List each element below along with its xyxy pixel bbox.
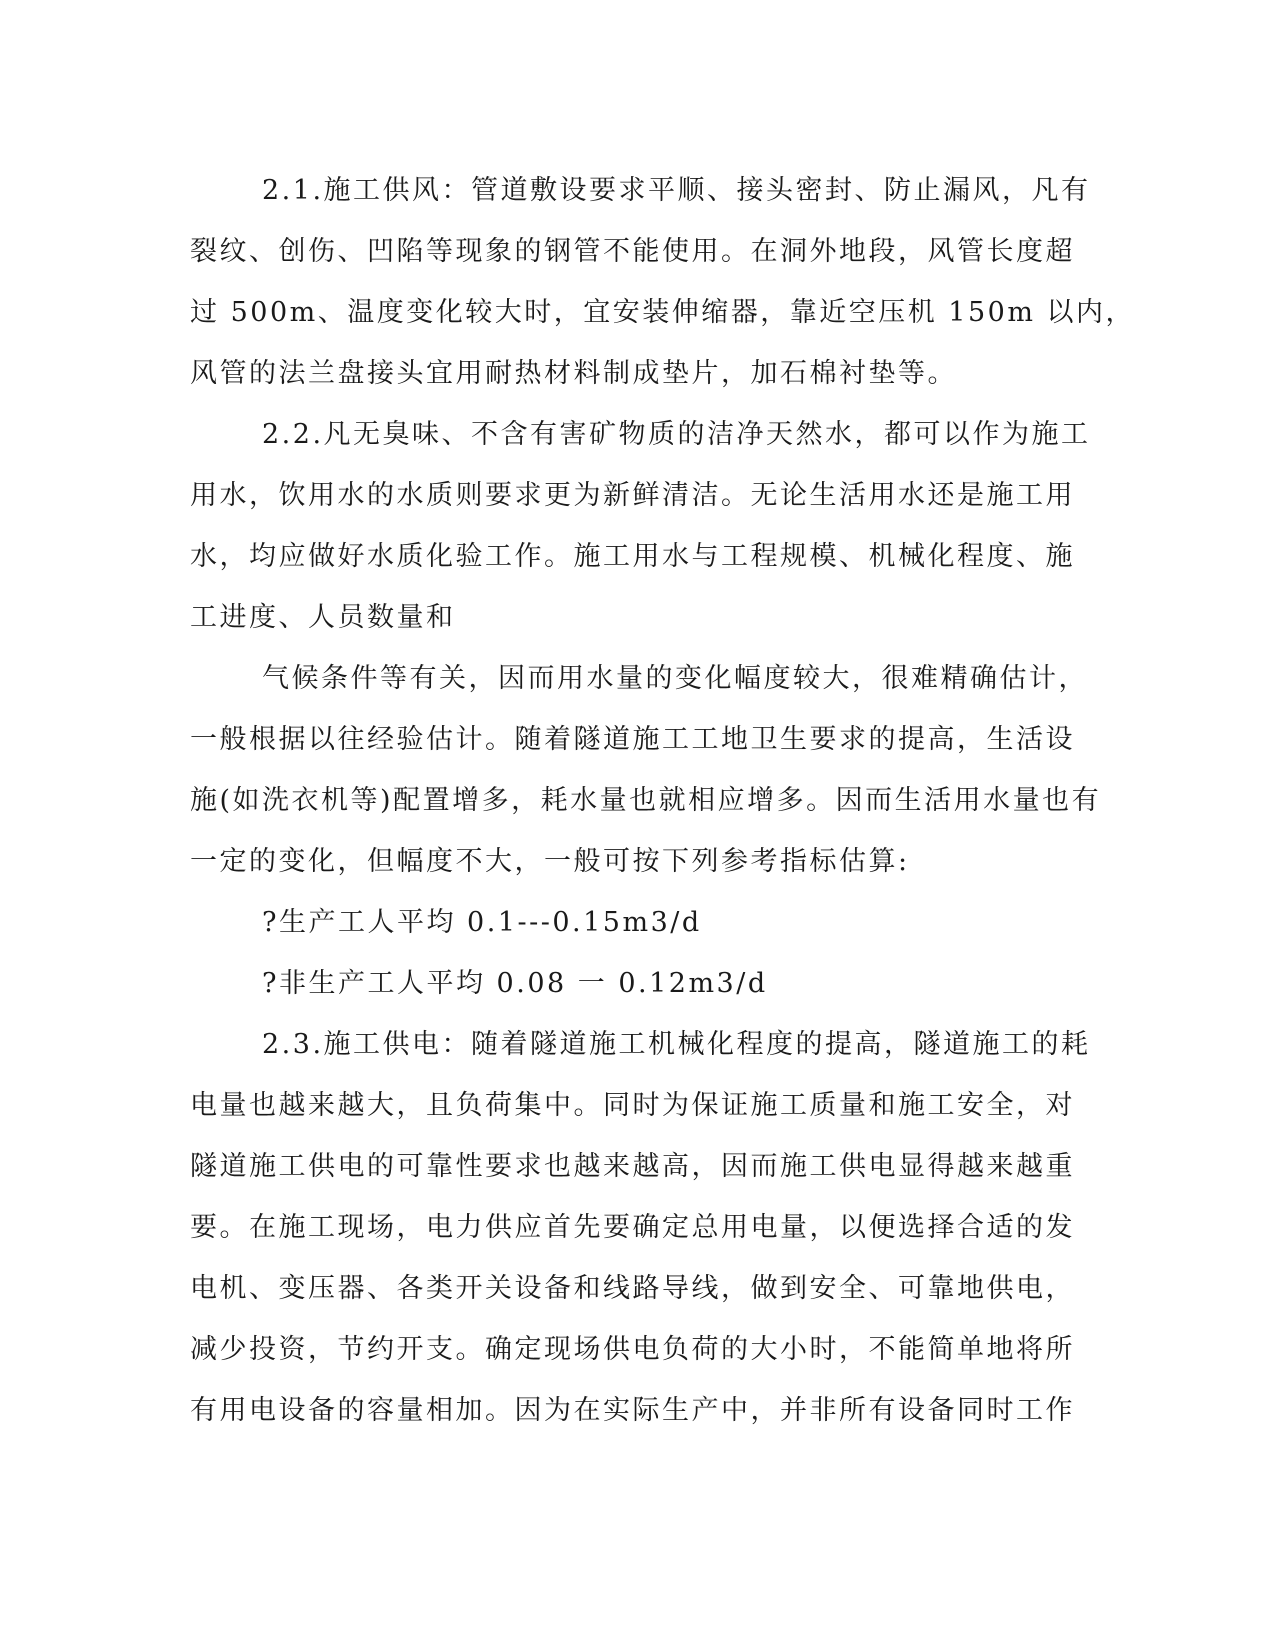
text-line: ?生产工人平均 0.1---0.15m3/d bbox=[262, 907, 702, 938]
text-line: 水，均应做好水质化验工作。施工用水与工程规模、机械化程度、施 bbox=[190, 541, 1075, 572]
text-line: 隧道施工供电的可靠性要求也越来越高，因而施工供电显得越来越重 bbox=[190, 1151, 1075, 1182]
text-line: 风管的法兰盘接头宜用耐热材料制成垫片，加石棉衬垫等。 bbox=[190, 358, 957, 389]
text-line: 电机、变压器、各类开关设备和线路导线，做到安全、可靠地供电， bbox=[190, 1273, 1075, 1304]
document-body bbox=[190, 160, 1136, 1441]
text-line: 一定的变化，但幅度不大，一般可按下列参考指标估算: bbox=[190, 846, 910, 877]
text-line: 2.3.施工供电：随着隧道施工机械化程度的提高，隧道施工的耗 bbox=[262, 1029, 1091, 1060]
text-line: 过 500m、温度变化较大时，宜安装伸缩器，靠近空压机 150m 以内， bbox=[190, 297, 1136, 328]
text-line: 气候条件等有关，因而用水量的变化幅度较大，很难精确估计， bbox=[262, 663, 1088, 694]
text-line: 有用电设备的容量相加。因为在实际生产中，并非所有设备同时工作 bbox=[190, 1395, 1075, 1426]
text-line: 电量也越来越大，且负荷集中。同时为保证施工质量和施工安全，对 bbox=[190, 1090, 1075, 1121]
text-line: 裂纹、创伤、凹陷等现象的钢管不能使用。在洞外地段，风管长度超 bbox=[190, 236, 1075, 267]
text-line: 要。在施工现场，电力供应首先要确定总用电量，以便选择合适的发 bbox=[190, 1212, 1075, 1243]
text-line: 工进度、人员数量和 bbox=[190, 602, 456, 633]
text-line: 一般根据以往经验估计。随着隧道施工工地卫生要求的提高，生活设 bbox=[190, 724, 1075, 755]
text-line: 用水，饮用水的水质则要求更为新鲜清洁。无论生活用水还是施工用 bbox=[190, 480, 1075, 511]
text-line: 减少投资，节约开支。确定现场供电负荷的大小时，不能简单地将所 bbox=[190, 1334, 1075, 1365]
text-line: 2.2.凡无臭味、不含有害矿物质的洁净天然水，都可以作为施工 bbox=[262, 419, 1091, 450]
text-line: ?非生产工人平均 0.08 一 0.12m3/d bbox=[262, 968, 768, 999]
text-line: 2.1.施工供风：管道敷设要求平顺、接头密封、防止漏风，凡有 bbox=[262, 175, 1091, 206]
text-line: 施(如洗衣机等)配置增多，耗水量也就相应增多。因而生活用水量也有 bbox=[190, 785, 1102, 816]
